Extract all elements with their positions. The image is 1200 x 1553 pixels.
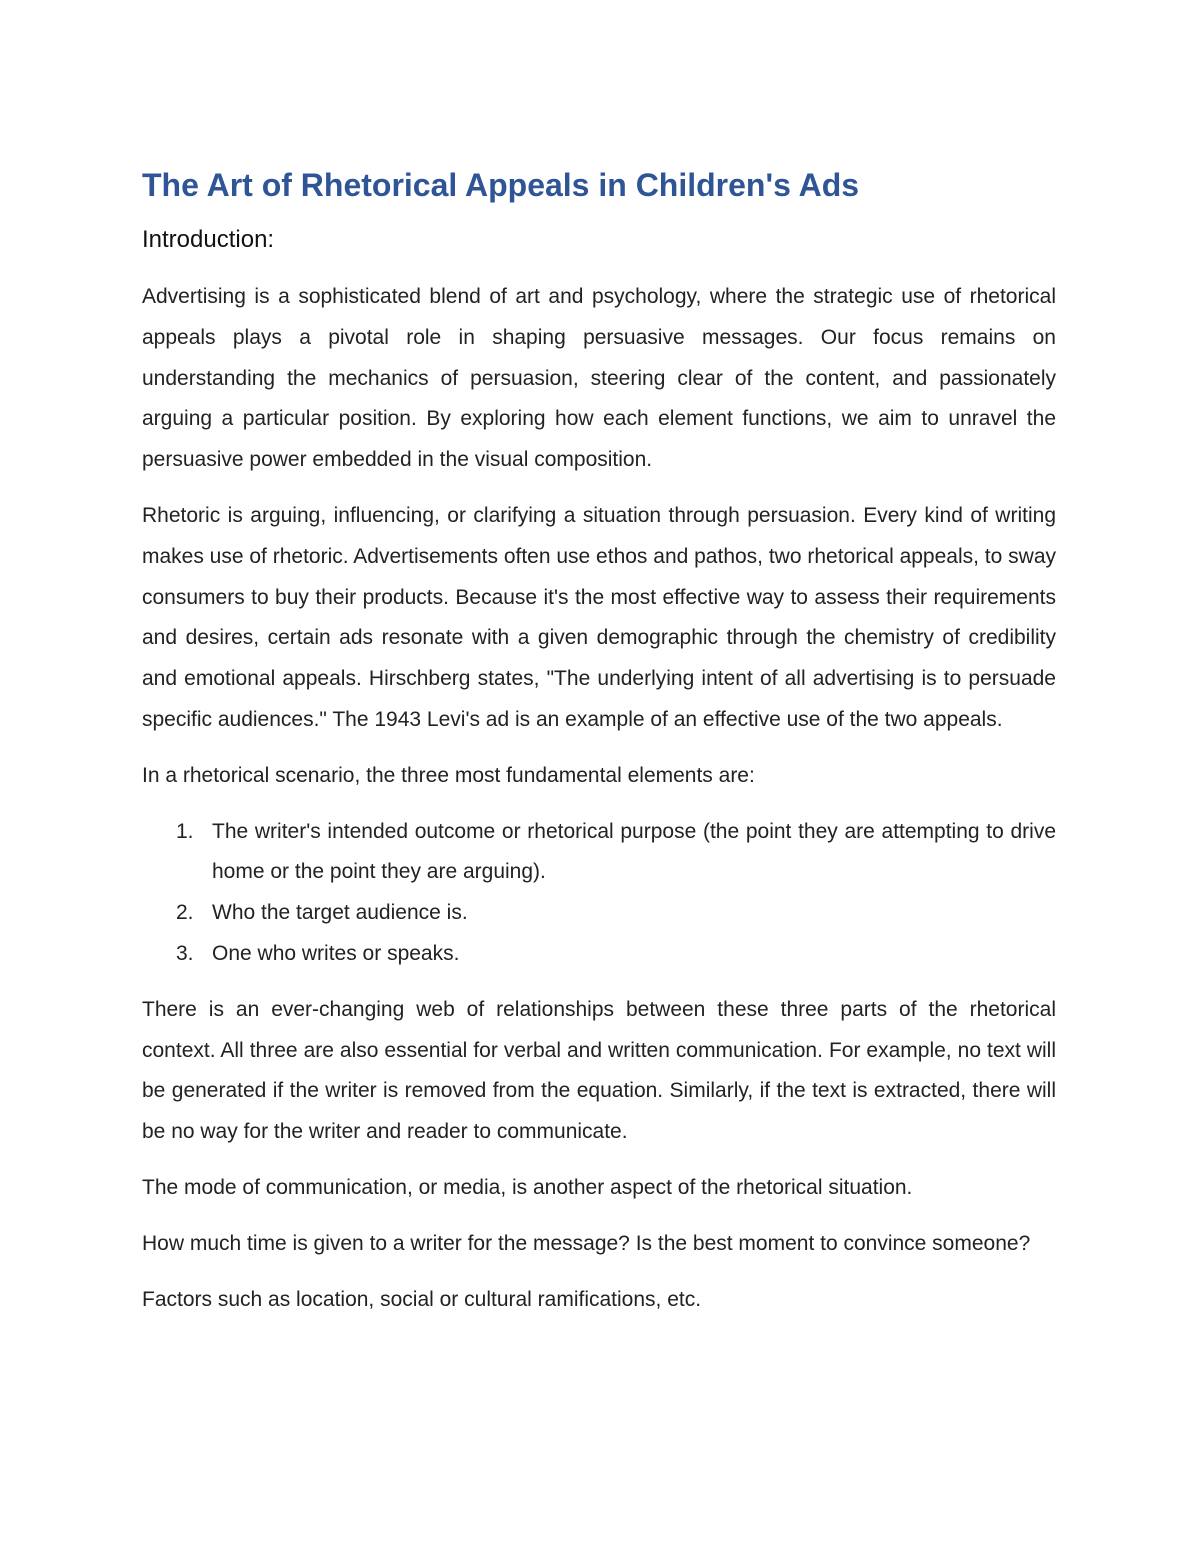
- time-paragraph: How much time is given to a writer for the message? Is the best moment to convince someone?: [142, 1231, 1031, 1255]
- intro-paragraph: Advertising is a sophisticated blend of art and psychology, where the strategic use of rhetorical appeals plays a pivotal role in shaping persuasive messages. Our focus remains on understanding the mechanics of persuasion, steering clear of the content, and passionately arguing a particular position. By exploring how each element functions, we aim to unravel the persuasive power embedded in the visual composition.: [142, 285, 1056, 472]
- list-item-number: 3.: [176, 941, 194, 965]
- document-title: The Art of Rhetorical Appeals in Children's Ads: [142, 167, 860, 203]
- relationships-paragraph: There is an ever-changing web of relationships between these three parts of the rhetorical context. All three are also essential for verbal and written communication. For example, no text will be generated if the writer is removed from the equation. Similarly, if the text is extracted, there will be no way for the writer and reader to communicate.: [142, 997, 1056, 1144]
- list-item-text: Who the target audience is.: [212, 901, 468, 925]
- document-body: [142, 163, 1056, 1320]
- mode-paragraph: The mode of communication, or media, is another aspect of the rhetorical situation.: [142, 1175, 913, 1199]
- list-item: [142, 893, 1056, 934]
- introduction-heading: Introduction:: [142, 226, 275, 253]
- list-item-number: 1.: [176, 819, 194, 843]
- list-item-text: One who writes or speaks.: [212, 941, 460, 965]
- list-item: [142, 812, 1056, 894]
- list-item-number: 2.: [176, 901, 194, 925]
- list-item-text: The writer's intended outcome or rhetorical purpose (the point they are attempting to drive home or the point they are arguing).: [212, 819, 1056, 884]
- factors-paragraph: Factors such as location, social or cultural ramifications, etc.: [142, 1287, 702, 1311]
- scenario-intro-paragraph: In a rhetorical scenario, the three most fundamental elements are:: [142, 763, 755, 787]
- elements-list: [142, 812, 1056, 975]
- list-item: [142, 934, 1056, 975]
- rhetoric-paragraph: Rhetoric is arguing, influencing, or clarifying a situation through persuasion. Every kind of writing makes use of rhetoric. Advertisements often use ethos and pathos, two rhetorical appeals, to sway consumers to buy their products. Because it's the most effective way to assess their requirements and desires, certain ads resonate with a given demographic through the chemistry of credibility and emotional appeals. Hirschberg states, "The underlying intent of all advertising is to persuade specific audiences." The 1943 Levi's ad is an example of an effective use of the two appeals.: [142, 503, 1056, 731]
